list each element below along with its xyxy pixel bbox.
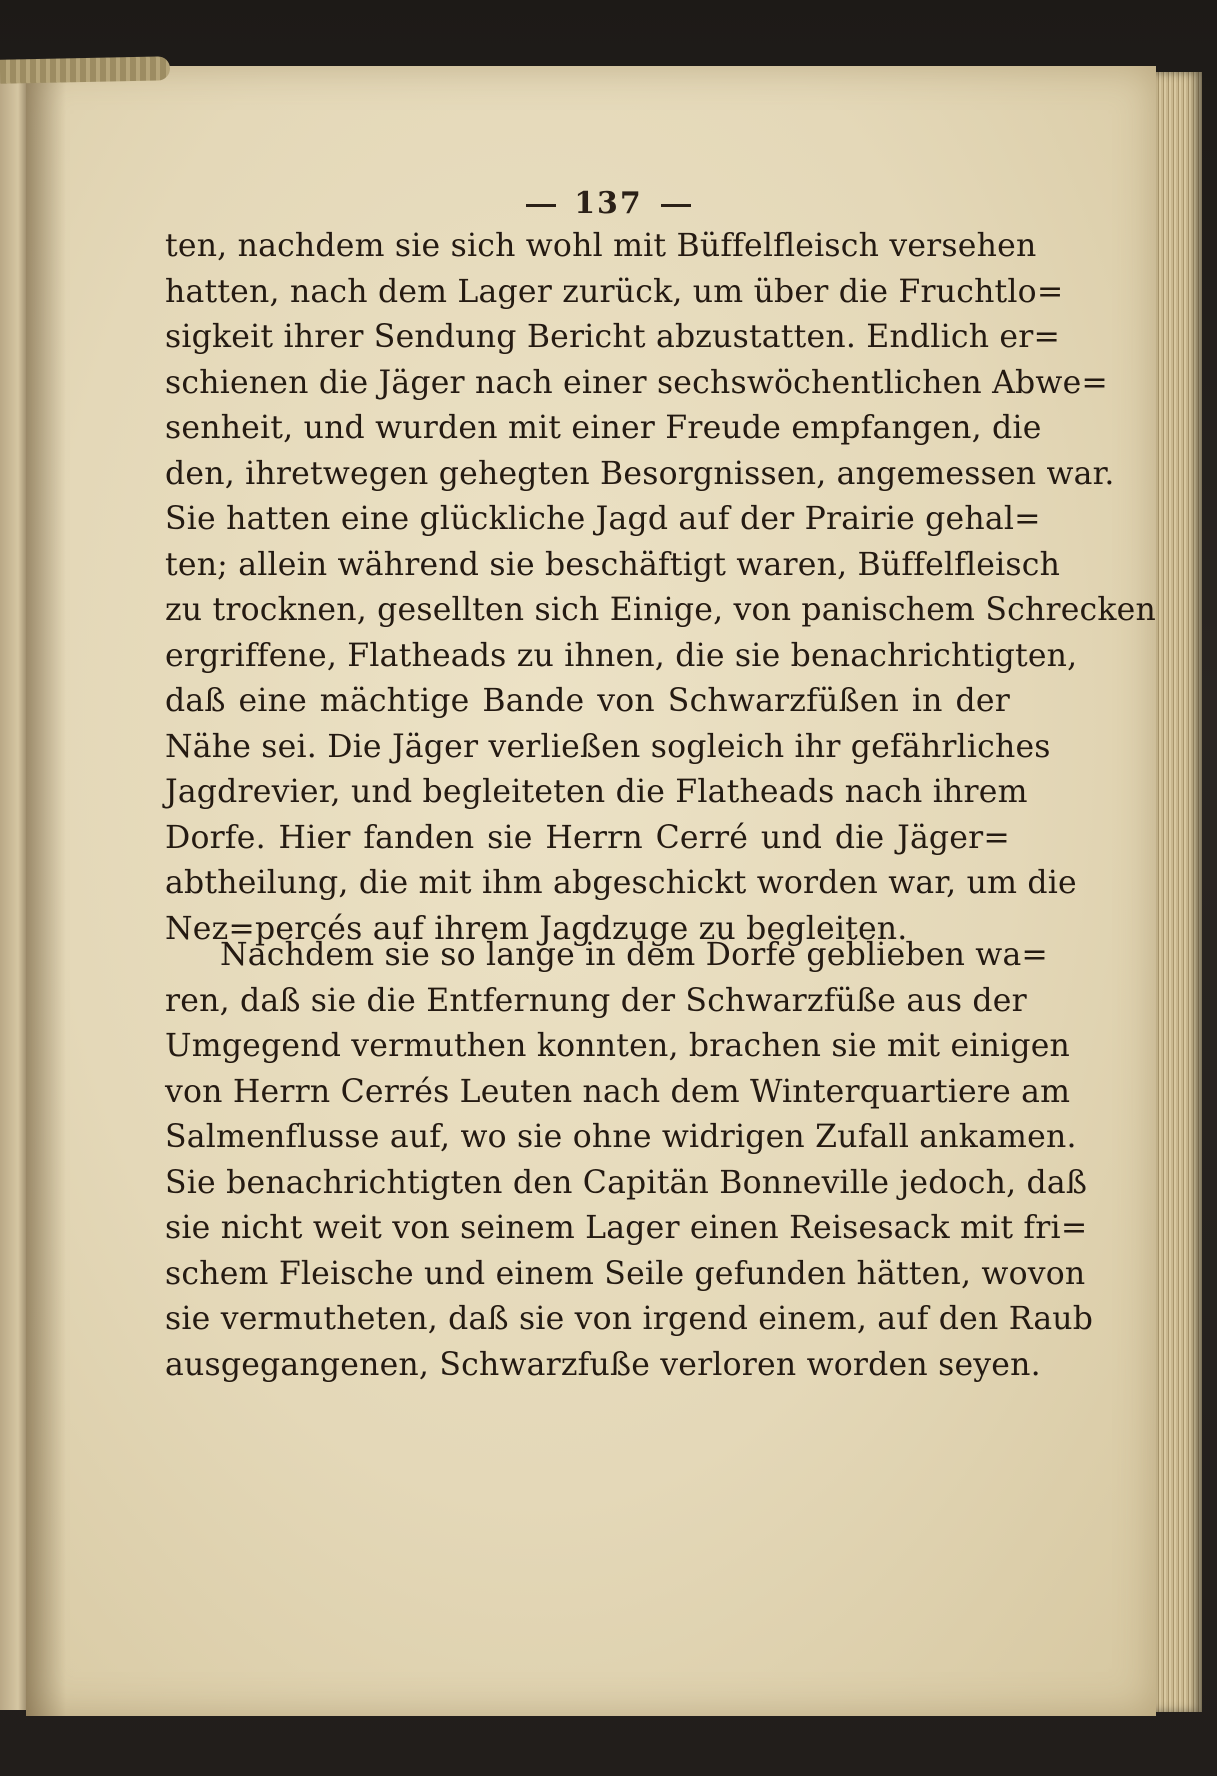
text-line: Sie hatten eine glückliche Jagd auf der Prairie gehal= xyxy=(165,501,1041,537)
text-line: Nähe sei. Die Jäger verließen sogleich ihr gefährliches xyxy=(165,728,1051,765)
text-line: ergriffene, Flatheads zu ihnen, die sie benachrichtigten, xyxy=(165,637,1078,674)
text-line: sigkeit ihrer Sendung Bericht abzustatten. Endlich er= xyxy=(165,319,1061,355)
header-dash-right xyxy=(661,204,691,207)
paragraph-1 xyxy=(165,224,1157,952)
text-line: Sie benachrichtigten den Capitän Bonneville jedoch, daß xyxy=(165,1164,1088,1201)
text-line: ten, nachdem sie sich wohl mit Büffelfleisch versehen xyxy=(165,228,1037,264)
gutter-shadow xyxy=(26,66,66,1716)
text-line: schienen die Jäger nach einer sechswöchentlichen Abwe= xyxy=(165,364,1109,401)
text-line: ren, daß sie die Entfernung der Schwarzfüße aus der xyxy=(165,982,1027,1019)
text-line: den, ihretwegen gehegten Besorgnissen, angemessen war. xyxy=(165,455,1115,492)
text-line: Dorfe. Hier fanden sie Herrn Cerré und die Jäger= xyxy=(165,819,1010,856)
text-line: ausgegangenen, Schwarzfuße verloren worden seyen. xyxy=(165,1346,1041,1383)
text-line: Salmenflusse auf, wo sie ohne widrigen Zufall ankamen. xyxy=(165,1119,1077,1155)
text-line: ten; allein während sie beschäftigt waren, Büffelfleisch xyxy=(165,546,1061,583)
page-header xyxy=(0,186,1217,221)
text-line: abtheilung, die mit ihm abgeschickt worden war, um die xyxy=(165,865,1077,901)
text-line: senheit, und wurden mit einer Freude empfangen, die xyxy=(165,410,1042,446)
text-line: schem Fleische und einem Seile gefunden hätten, wovon xyxy=(165,1255,1086,1292)
bookmark-ribbon xyxy=(0,56,170,84)
text-line: sie vermutheten, daß sie von irgend einem, auf den Raub xyxy=(165,1301,1094,1337)
page-number: 137 xyxy=(574,186,643,221)
page-stack-edges xyxy=(1156,72,1202,1712)
text-line: hatten, nach dem Lager zurück, um über die Fruchtlo= xyxy=(165,273,1064,310)
text-line: Umgegend vermuthen konnten, brachen sie mit einigen xyxy=(165,1028,1071,1064)
text-line: Nachdem sie so lange in dem Dorfe geblieben wa= xyxy=(220,937,1049,973)
text-line: sie nicht weit von seinem Lager einen Reisesack mit fri= xyxy=(165,1210,1088,1246)
paragraph-2 xyxy=(165,933,1094,1388)
text-line: Nez=percés auf ihrem Jagdzuge zu begleiten. xyxy=(165,910,908,947)
text-line: daß eine mächtige Bande von Schwarzfüßen in der xyxy=(165,683,1010,719)
header-dash-left xyxy=(526,204,556,207)
text-line: von Herrn Cerrés Leuten nach dem Winterquartiere am xyxy=(165,1073,1071,1110)
text-line: Jagdrevier, und begleiteten die Flatheads nach ihrem xyxy=(165,774,1028,810)
text-line: zu trocknen, gesellten sich Einige, von panischem Schrecken xyxy=(165,592,1157,628)
